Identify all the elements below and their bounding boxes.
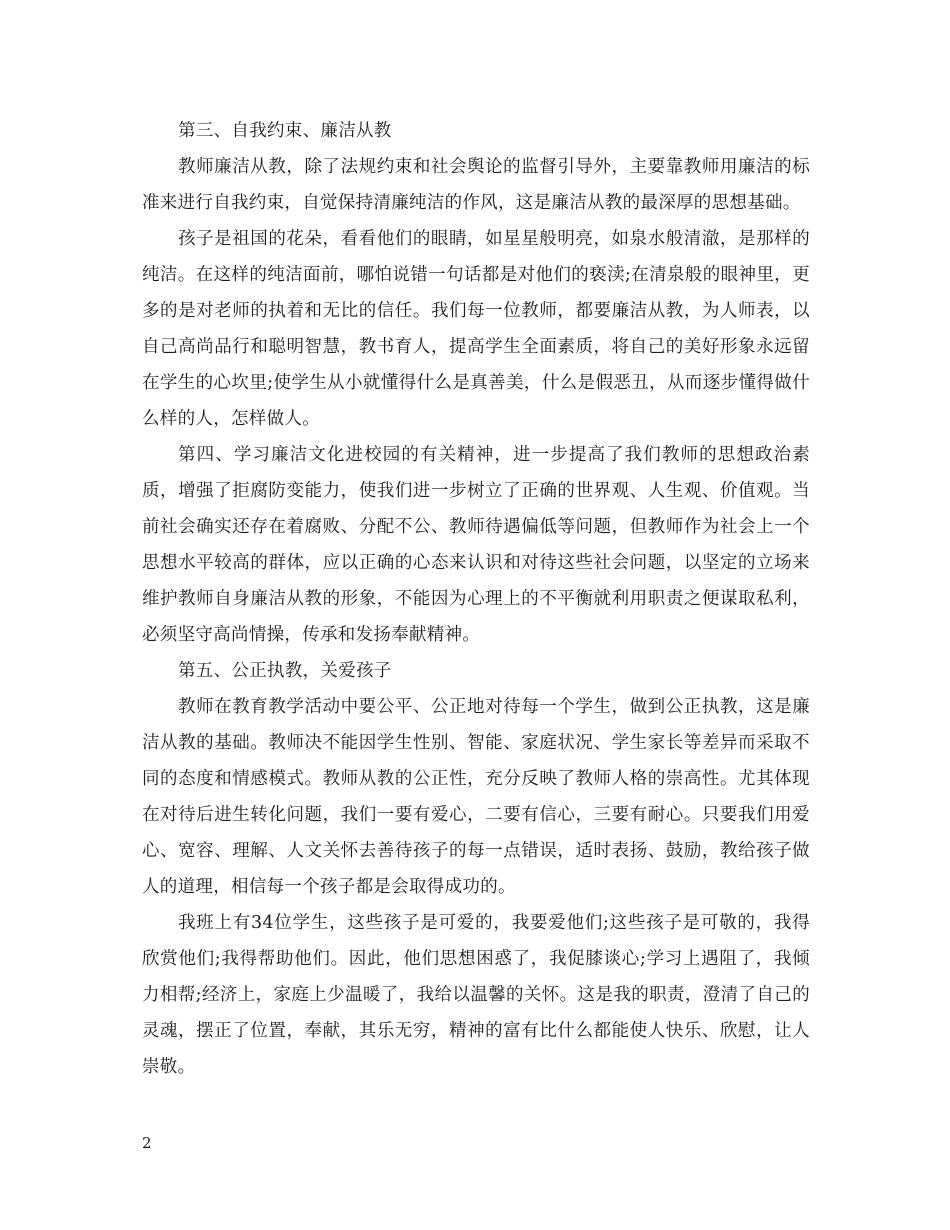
body-paragraph: 我班上有34位学生，这些孩子是可爱的，我要爱他们;这些孩子是可敬的，我得欣赏他们;我得帮助他们。因此，他们思想困惑了，我促膝谈心;学习上遇阻了，我倾力相帮;经济上，家庭上少温暖了，我给以温馨的关怀。这是我的职责，澄清了自己的灵魂，摆正了位置，奉献，其乐无穷，精神的富有比什么都能使人快乐、欣慰，让人崇敬。 (142, 913, 810, 1077)
document-body (142, 113, 810, 1085)
section-heading-3: 第三、自我约束、廉洁从教 (178, 121, 392, 141)
page-number: 2 (142, 1134, 152, 1152)
body-paragraph: 教师在教育教学活动中要公平、公正地对待每一个学生，做到公正执教，这是廉洁从教的基础。教师决不能因学生性别、智能、家庭状况、学生家长等差异而采取不同的态度和情感模式。教师从教的公正性，充分反映了教师人格的崇高性。尤其体现在对待后进生转化问题，我们一要有爱心，二要有信心，三要有耐心。只要我们用爱心、宽容、理解、人文关怀去善待孩子的每一点错误，适时表扬、鼓励，教给孩子做人的道理，相信每一个孩子都是会取得成功的。 (142, 697, 810, 897)
body-paragraph: 教师廉洁从教，除了法规约束和社会舆论的监督引导外，主要靠教师用廉洁的标准来进行自我约束，自觉保持清廉纯洁的作风，这是廉洁从教的最深厚的思想基础。 (142, 157, 810, 213)
body-paragraph: 第四、学习廉洁文化进校园的有关精神，进一步提高了我们教师的思想政治素质，增强了拒腐防变能力，使我们进一步树立了正确的世界观、人生观、价值观。当前社会确实还存在着腐败、分配不公、教师待遇偏低等问题，但教师作为社会上一个思想水平较高的群体，应以正确的心态来认识和对待这些社会问题，以坚定的立场来维护教师自身廉洁从教的形象，不能因为心理上的不平衡就利用职责之便谋取私利，必须坚守高尚情操，传承和发扬奉献精神。 (142, 445, 810, 645)
section-heading-5: 第五、公正执教，关爱孩子 (178, 661, 392, 681)
body-paragraph: 孩子是祖国的花朵，看看他们的眼睛，如星星般明亮，如泉水般清澈，是那样的纯洁。在这样的纯洁面前，哪怕说错一句话都是对他们的亵渎;在清泉般的眼神里，更多的是对老师的执着和无比的信任。我们每一位教师，都要廉洁从教，为人师表，以自己高尚品行和聪明智慧，教书育人，提高学生全面素质，将自己的美好形象永远留在学生的心坎里;使学生从小就懂得什么是真善美，什么是假恶丑，从而逐步懂得做什么样的人，怎样做人。 (142, 229, 810, 429)
